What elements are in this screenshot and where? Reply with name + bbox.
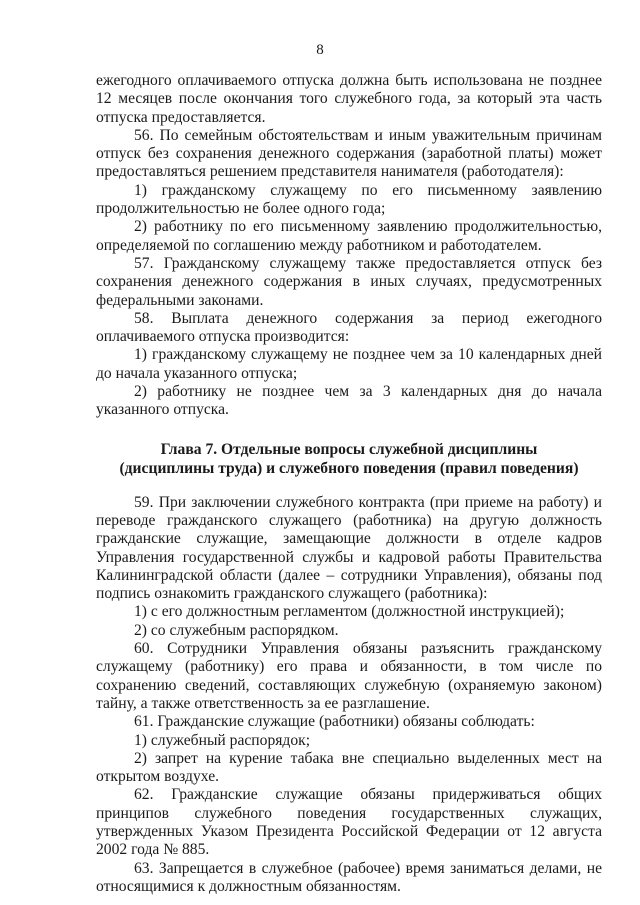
document-body — [96, 72, 602, 896]
paragraph: 2) работнику по его письменному заявлению продолжительностью, определяемой по соглашению между работником и работодателем. — [96, 218, 602, 254]
paragraph: 58. Выплата денежного содержания за период ежегодного оплачиваемого отпуска производится: — [96, 309, 602, 346]
paragraph: 2) со служебным распорядком. — [134, 621, 339, 639]
paragraph: 1) гражданскому служащему по его письменному заявлению продолжительностью не более одного года; — [96, 181, 602, 218]
chapter-heading-line2: (дисциплины труда) и служебного поведения (правил поведения) — [119, 459, 579, 477]
paragraph: 63. Запрещается в служебное (рабочее) время заниматься делами, не относящимися к должностным обязанностям. — [96, 859, 602, 895]
paragraph: ежегодного оплачиваемого отпуска должна быть использована не позднее 12 месяцев после окончания того служебного года, за который эта часть отпуска предоставляется. — [96, 72, 602, 126]
chapter-heading — [96, 440, 602, 478]
chapter-heading-line1: Глава 7. Отдельные вопросы служебной дисциплины — [160, 440, 538, 458]
paragraph: 59. При заключении служебного контракта (при приеме на работу) и переводе гражданского служащего (работника) на другую должность гражданские служащие, замещающие должности в отделе кадров Управления государственной службы и кадровой работы Правительства Калининградской области (далее – сотрудники Управления), обязаны под подпись ознакомить гражданского служащего (работника): — [96, 493, 602, 603]
paragraph: 1) гражданскому служащему не позднее чем за 10 календарных дней до начала указанного отпуска; — [96, 346, 602, 382]
paragraphs-top — [96, 72, 602, 420]
paragraphs-bottom — [96, 494, 602, 897]
paragraph: 2) запрет на курение табака вне специально выделенных мест на открытом воздухе. — [96, 749, 602, 786]
paragraph: 2) работнику не позднее чем за 3 календарных дня до начала указанного отпуска. — [96, 383, 602, 419]
paragraph: 56. По семейным обстоятельствам и иным уважительным причинам отпуск без сохранения денежного содержания (заработной платы) может предоставляться решением представителя нанимателя (работодателя): — [96, 126, 602, 181]
paragraph: 1) с его должностным регламентом (должностной инструкцией); — [134, 603, 565, 621]
paragraph: 57. Гражданскому служащему также предоставляется отпуск без сохранения денежного содержания в иных случаях, предусмотренных федеральными законами. — [96, 254, 602, 309]
paragraph: 60. Сотрудники Управления обязаны разъяснить гражданскому служащему (работнику) его права и обязанности, в том числе по сохранению сведений, составляющих служебную (охраняемую законом) тайну, а также ответственность за ее разглашение. — [96, 640, 602, 712]
paragraph: 61. Гражданские служащие (работники) обязаны соблюдать: — [134, 713, 535, 731]
paragraph: 1) служебный распорядок; — [134, 731, 311, 749]
paragraph: 62. Гражданские служащие обязаны придерживаться общих принципов служебного поведения государственных служащих, утвержденных Указом Президента Российской Федерации от 12 августа 2002 года № 885. — [96, 786, 602, 859]
page-number: 8 — [316, 42, 324, 58]
